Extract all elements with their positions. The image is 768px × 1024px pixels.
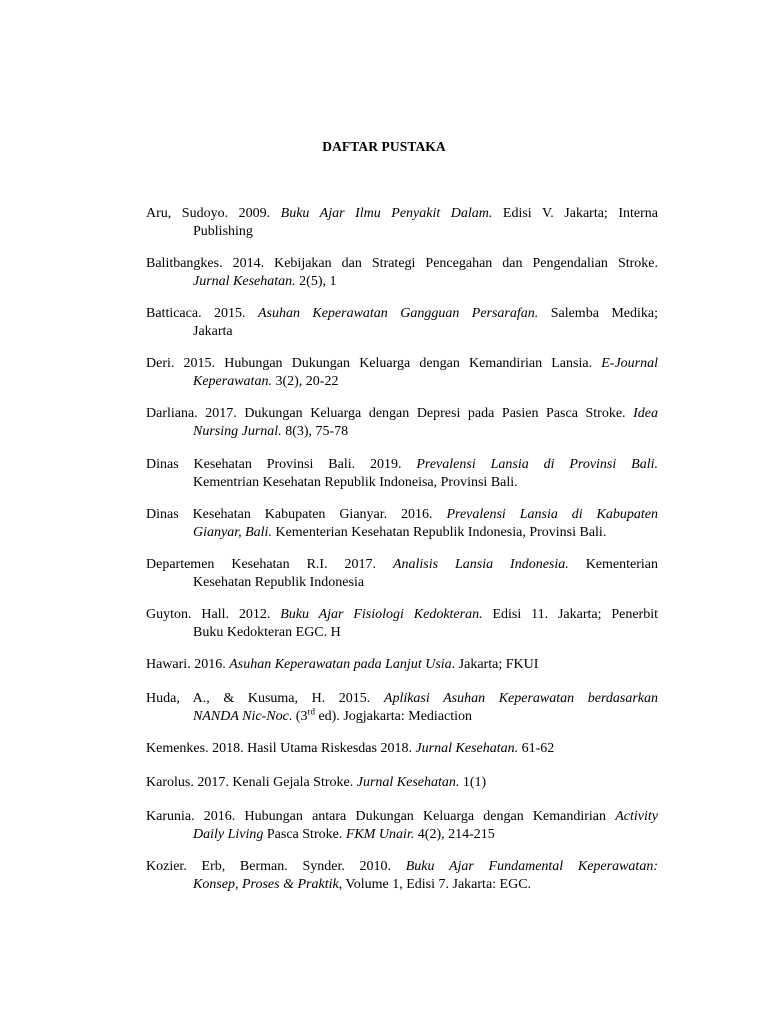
page-title: DAFTAR PUSTAKA: [322, 139, 446, 154]
reference-line-2: Daily Living Pasca Stroke. FKM Unair. 4(2), 214-215: [193, 826, 495, 842]
reference-entry: [146, 305, 658, 340]
reference-line-1: Darliana. 2017. Dukungan Keluarga dengan Depresi pada Pasien Pasca Stroke. Idea: [146, 406, 658, 421]
reference-entry: [146, 506, 658, 541]
reference-entry: [146, 858, 658, 893]
reference-line-2: Jurnal Kesehatan. 2(5), 1: [193, 273, 337, 289]
reference-line-1: Guyton. Hall. 2012. Buku Ajar Fisiologi Kedokteran. Edisi 11. Jakarta; Penerbit: [146, 607, 659, 622]
reference-entry: [146, 656, 658, 674]
reference-line-1: Kozier. Erb, Berman. Synder. 2010. Buku Ajar Fundamental Keperawatan:: [146, 859, 658, 874]
reference-entry: [146, 556, 658, 591]
reference-line-1: Balitbangkes. 2014. Kebijakan dan Strategi Pencegahan dan Pengendalian Stroke.: [146, 256, 658, 271]
reference-line-1: Aru, Sudoyo. 2009. Buku Ajar Ilmu Penyakit Dalam. Edisi V. Jakarta; Interna: [146, 206, 658, 221]
reference-entry: [146, 255, 658, 290]
reference-line-1: Batticaca. 2015. Asuhan Keperawatan Gangguan Persarafan. Salemba Medika;: [146, 306, 658, 321]
reference-line-2: NANDA Nic-Noc. (3rd ed). Jogjakarta: Mediaction: [193, 705, 473, 724]
reference-line-2: Konsep, Proses & Praktik, Volume 1, Edisi 7. Jakarta: EGC.: [193, 876, 532, 892]
reference-line-2: Publishing: [193, 223, 253, 239]
reference-entry: [146, 740, 658, 758]
reference-entry: [146, 205, 658, 240]
reference-line-2: Kementrian Kesehatan Republik Indoneisa, Provinsi Bali.: [193, 474, 518, 490]
reference-entry: [146, 456, 658, 491]
reference-entry: [146, 774, 658, 792]
reference-line-2: Keperawatan. 3(2), 20-22: [193, 373, 339, 389]
reference-line-2: Kesehatan Republik Indonesia: [193, 574, 365, 590]
reference-entry: [146, 690, 658, 725]
reference-line-1: Karolus. 2017. Kenali Gejala Stroke. Jurnal Kesehatan. 1(1): [146, 775, 487, 790]
reference-line-1: Huda, A., & Kusuma, H. 2015. Aplikasi Asuhan Keperawatan berdasarkan: [146, 691, 658, 706]
reference-line-1: Deri. 2015. Hubungan Dukungan Keluarga dengan Kemandirian Lansia. E-Journal: [146, 356, 658, 371]
reference-entry: [146, 808, 658, 843]
reference-entry: [146, 606, 658, 641]
reference-line-2: Nursing Jurnal. 8(3), 75-78: [193, 423, 349, 439]
reference-entry: [146, 405, 658, 440]
reference-line-1: Dinas Kesehatan Provinsi Bali. 2019. Prevalensi Lansia di Provinsi Bali.: [146, 457, 658, 472]
reference-line-1: Departemen Kesehatan R.I. 2017. Analisis Lansia Indonesia. Kementerian: [146, 557, 658, 572]
reference-line-2: Gianyar, Bali. Kementerian Kesehatan Republik Indonesia, Provinsi Bali.: [193, 524, 607, 540]
reference-line-1: Dinas Kesehatan Kabupaten Gianyar. 2016. Prevalensi Lansia di Kabupaten: [146, 507, 658, 522]
reference-line-2: Jakarta: [193, 323, 233, 339]
reference-line-2: Buku Kedokteran EGC. H: [193, 624, 341, 640]
reference-line-1: Hawari. 2016. Asuhan Keperawatan pada Lanjut Usia. Jakarta; FKUI: [146, 657, 539, 672]
reference-line-1: Karunia. 2016. Hubungan antara Dukungan Keluarga dengan Kemandirian Activity: [146, 809, 658, 824]
reference-entry: [146, 355, 658, 390]
reference-line-1: Kemenkes. 2018. Hasil Utama Riskesdas 2018. Jurnal Kesehatan. 61-62: [146, 741, 555, 756]
